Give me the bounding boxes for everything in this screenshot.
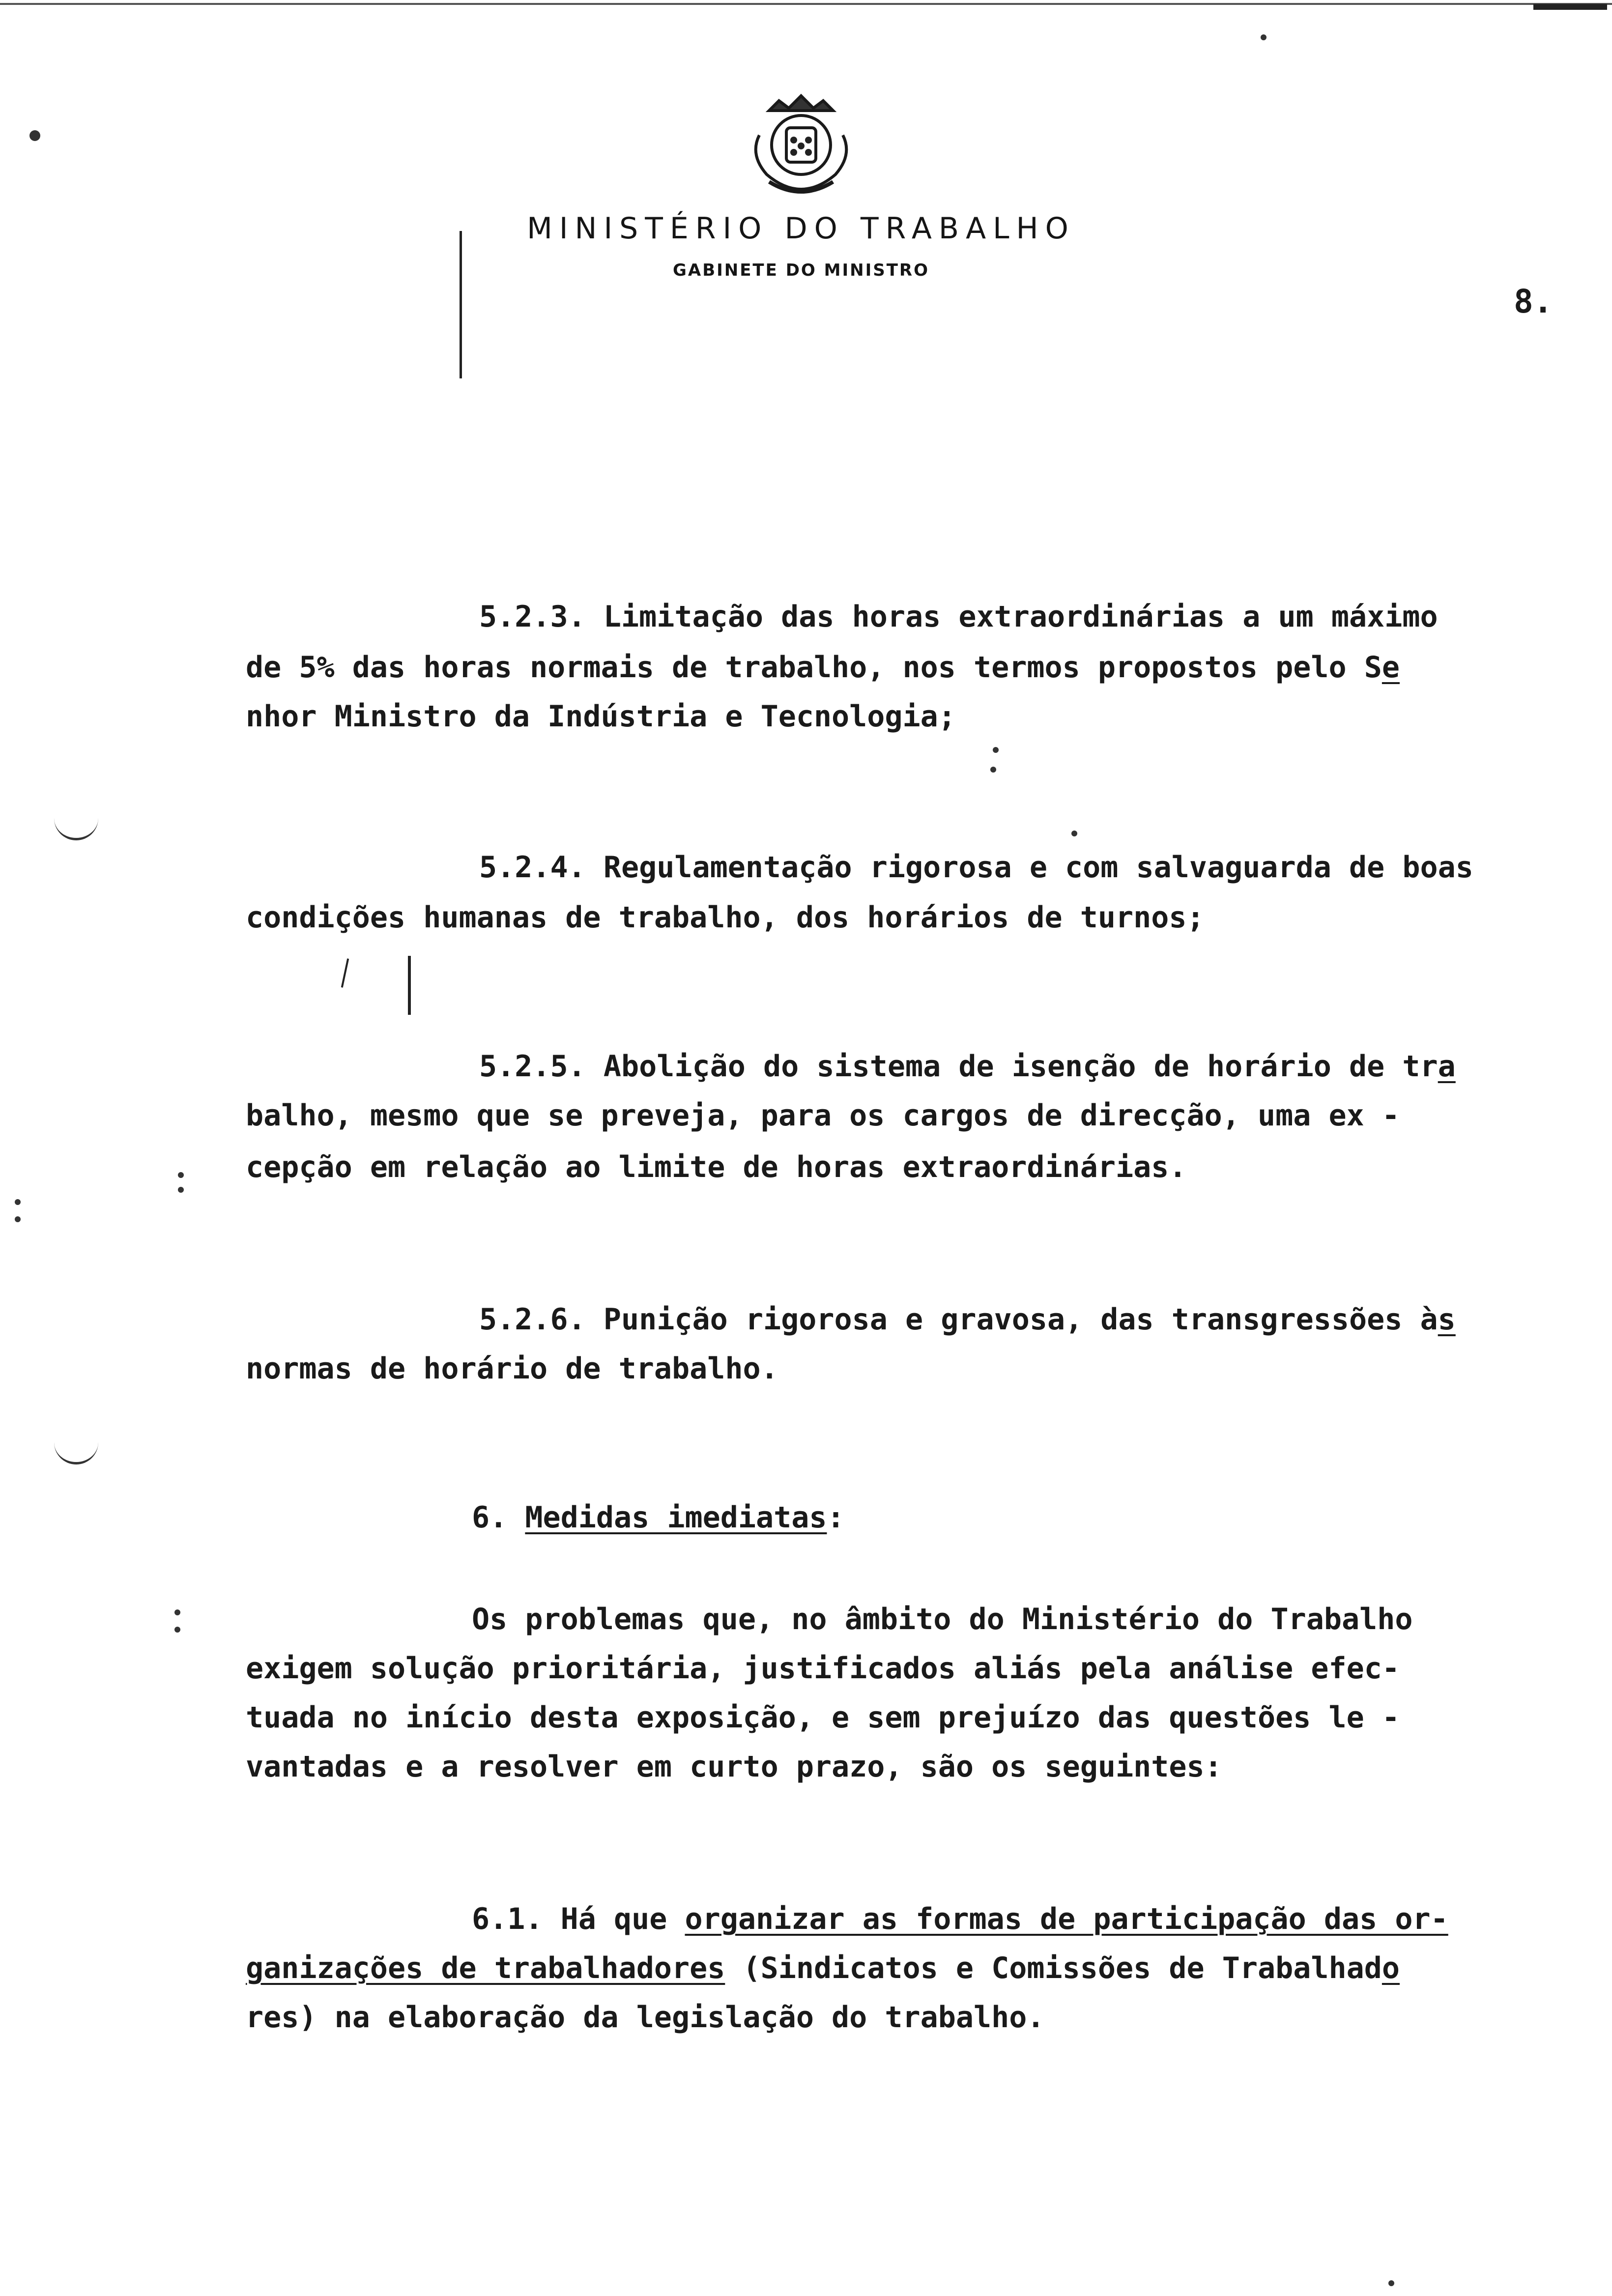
s523-line2 (246, 650, 1612, 685)
s526-line1-hyphen-part: s (1438, 1302, 1456, 1337)
s6-heading (472, 1500, 1612, 1535)
s525-line1-text: 5.2.5. Abolição do sistema de isenção de horário de tr (479, 1049, 1438, 1084)
margin-vertical-mark (460, 231, 462, 378)
s525-line2: balho, mesmo que se preveja, para os cargos de direcção, uma ex - (246, 1098, 1400, 1133)
s524-line2: condições humanas de trabalho, dos horários de turnos; (246, 900, 1205, 935)
cabinet-subtitle: GABINETE DO MINISTRO (672, 260, 930, 280)
s61-line1 (472, 1904, 1612, 1934)
s6-para-line1: Os problemas que, no âmbito do Ministério do Trabalho (472, 1602, 1413, 1636)
s525-line1-hyphen-part: a (1438, 1049, 1456, 1084)
margin-dot (15, 1216, 21, 1222)
margin-dot (178, 1187, 184, 1193)
s6-para-line3: tuada no início desta exposição, e sem prejuízo das questões le - (246, 1700, 1400, 1735)
s61-line1-text: 6.1. Há que (472, 1902, 685, 1936)
s526-line1 (479, 1302, 1612, 1337)
scan-speck (1261, 34, 1267, 40)
s61-line3: res) na elaboração da legislação do trabalho. (246, 2000, 1045, 2035)
scan-speck (993, 747, 999, 753)
s523-line1: 5.2.3. Limitação das horas extraordinárias a um máximo (479, 600, 1438, 634)
s6-title: Medidas imediatas (525, 1500, 827, 1535)
scan-speck (1388, 2280, 1394, 2286)
s61-line2-underlined: ganizações de trabalhadores (246, 1951, 725, 1985)
punch-hole-mark (54, 1442, 98, 1464)
s526-line1-text: 5.2.6. Punição rigorosa e gravosa, das transgressões à (479, 1302, 1438, 1337)
margin-dot (15, 1199, 21, 1205)
s6-para-line2: exigem solução prioritária, justificados aliás pela análise efec- (246, 1651, 1400, 1686)
margin-dot (174, 1627, 180, 1633)
s523-line2-hyphen-part: e (1382, 650, 1400, 685)
s61-line2 (246, 1953, 1612, 1983)
ministry-title: MINISTÉRIO DO TRABALHO (527, 211, 1075, 246)
s6-colon: : (827, 1500, 845, 1535)
s6-para-line4: vantadas e a resolver em curto prazo, são os seguintes: (246, 1750, 1222, 1784)
s523-line3: nhor Ministro da Indústria e Tecnologia; (246, 699, 956, 734)
s61-line2-text: (Sindicatos e Comissões de Trabalhad (725, 1951, 1382, 1985)
margin-pencil-mark-small (341, 958, 349, 988)
margin-pencil-mark (408, 956, 411, 1015)
punch-hole-mark (54, 818, 98, 840)
top-scan-mark (1533, 4, 1607, 10)
s61-line1-underlined: organizar as formas de participação das or- (685, 1902, 1448, 1936)
scan-speck (1071, 831, 1077, 836)
top-scan-rule (0, 3, 1612, 5)
margin-dot (174, 1609, 180, 1615)
page-number: 8. (1514, 283, 1553, 320)
s6-number: 6. (472, 1500, 525, 1535)
s524-line1: 5.2.4. Regulamentação rigorosa e com salvaguarda de boas (479, 850, 1473, 885)
scan-speck (29, 130, 40, 141)
coat-of-arms-emblem (740, 91, 863, 197)
scan-speck (990, 767, 996, 773)
s525-line1 (479, 1049, 1612, 1084)
s525-line3: cepção em relação ao limite de horas extraordinárias. (246, 1150, 1187, 1184)
s526-line2: normas de horário de trabalho. (246, 1351, 778, 1386)
s523-line2-text: de 5% das horas normais de trabalho, nos termos propostos pelo S (246, 650, 1382, 685)
s61-line2-hyphen-part: o (1382, 1951, 1400, 1985)
margin-dot (178, 1172, 184, 1178)
